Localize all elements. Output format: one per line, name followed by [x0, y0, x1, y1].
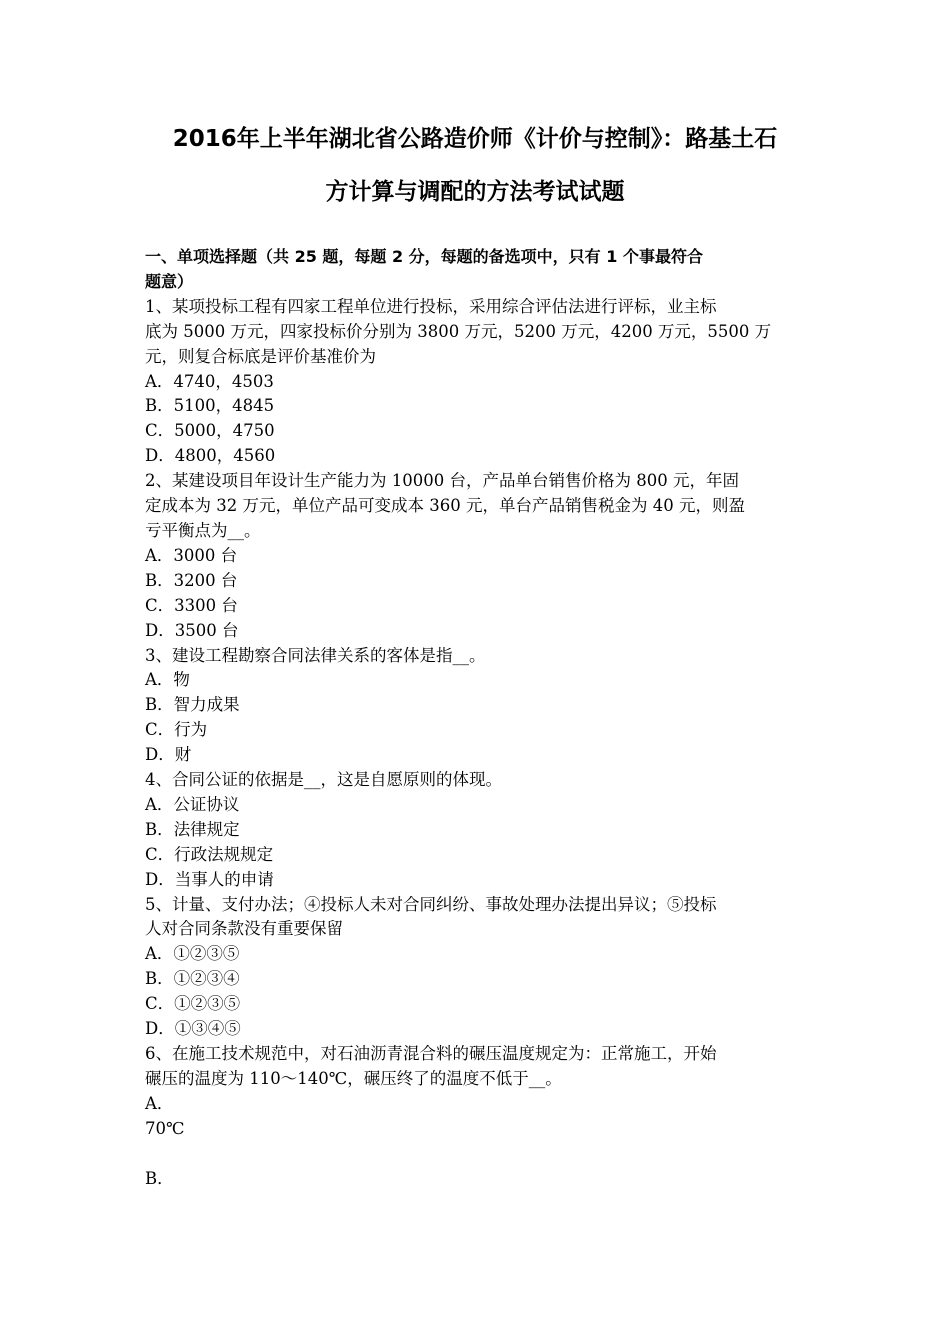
option-b: B．智力成果	[145, 695, 240, 715]
option-a: A．	[145, 1093, 174, 1113]
option-a: A．①②③⑤	[145, 944, 240, 964]
option-c: C．①②③⑤	[145, 994, 241, 1014]
question-text: 6、在施工技术规范中，对石油沥青混合料的碾压温度规定为：正常施工，开始	[145, 1044, 717, 1063]
option-a: A．物	[145, 670, 190, 690]
option-d: D．财	[145, 745, 192, 765]
option-a: A．3000 台	[145, 545, 238, 565]
question-4	[145, 768, 808, 893]
option-c: C．行为	[145, 720, 208, 740]
question-3	[145, 644, 808, 769]
question-2	[145, 469, 808, 643]
option-b: B．①②③④	[145, 969, 240, 989]
option-d: D．4800，4560	[145, 446, 276, 466]
option-c: C．行政法规规定	[145, 844, 274, 864]
question-text: 定成本为 32 万元，单位产品可变成本 360 元，单台产品销售税金为 40 元，则盈	[145, 496, 745, 516]
section-heading-cont: 题意）	[145, 271, 194, 291]
option-b: B．法律规定	[145, 819, 240, 839]
option-b: B．5100，4845	[145, 396, 275, 416]
option-d: D．当事人的申请	[145, 869, 274, 889]
question-text: 5、计量、支付办法；④投标人未对合同纠纷、事故处理办法提出异议；⑤投标	[145, 894, 717, 914]
question-text: 元，则复合标底是评价基准价为	[145, 346, 376, 366]
question-text: 底为 5000 万元，四家投标价分别为 3800 万元，5200 万元，4200 万元，5500 万	[145, 321, 772, 341]
question-text: 2、某建设项目年设计生产能力为 10000 台，产品单台销售价格为 800 元，年固	[145, 471, 739, 491]
document-title-line2: 方计算与调配的方法考试试题	[325, 179, 625, 205]
option-b: B．	[145, 1168, 174, 1188]
option-c: C．3300 台	[145, 595, 238, 615]
question-6	[145, 1042, 808, 1191]
question-1	[145, 295, 808, 469]
option-d: D．①③④⑤	[145, 1019, 241, 1039]
blank-line	[145, 1142, 808, 1167]
question-5	[145, 893, 808, 1042]
document-title-line1: 2016年上半年湖北省公路造价师《计价与控制》：路基土石	[172, 126, 778, 152]
option-d: D．3500 台	[145, 620, 239, 640]
question-text: 1、某项投标工程有四家工程单位进行投标，采用综合评估法进行评标，业主标	[145, 296, 717, 316]
question-text: 亏平衡点为__。	[145, 520, 261, 540]
document-body	[145, 245, 808, 1191]
question-text: 碾压的温度为 110～140℃，碾压终了的温度不低于__。	[145, 1068, 562, 1088]
option-b: B．3200 台	[145, 570, 238, 590]
question-text: 4、合同公证的依据是__，这是自愿原则的体现。	[145, 770, 502, 790]
option-c: C．5000，4750	[145, 421, 275, 441]
section-heading: 一、单项选择题（共 25 题，每题 2 分，每题的备选项中，只有 1 个事最符合	[145, 247, 703, 266]
option-a-value: 70℃	[145, 1118, 185, 1138]
question-text: 3、建设工程勘察合同法律关系的客体是指__。	[145, 645, 486, 665]
option-a: A．公证协议	[145, 794, 240, 814]
question-text: 人对合同条款没有重要保留	[145, 919, 343, 939]
option-a: A．4740，4503	[145, 371, 274, 391]
